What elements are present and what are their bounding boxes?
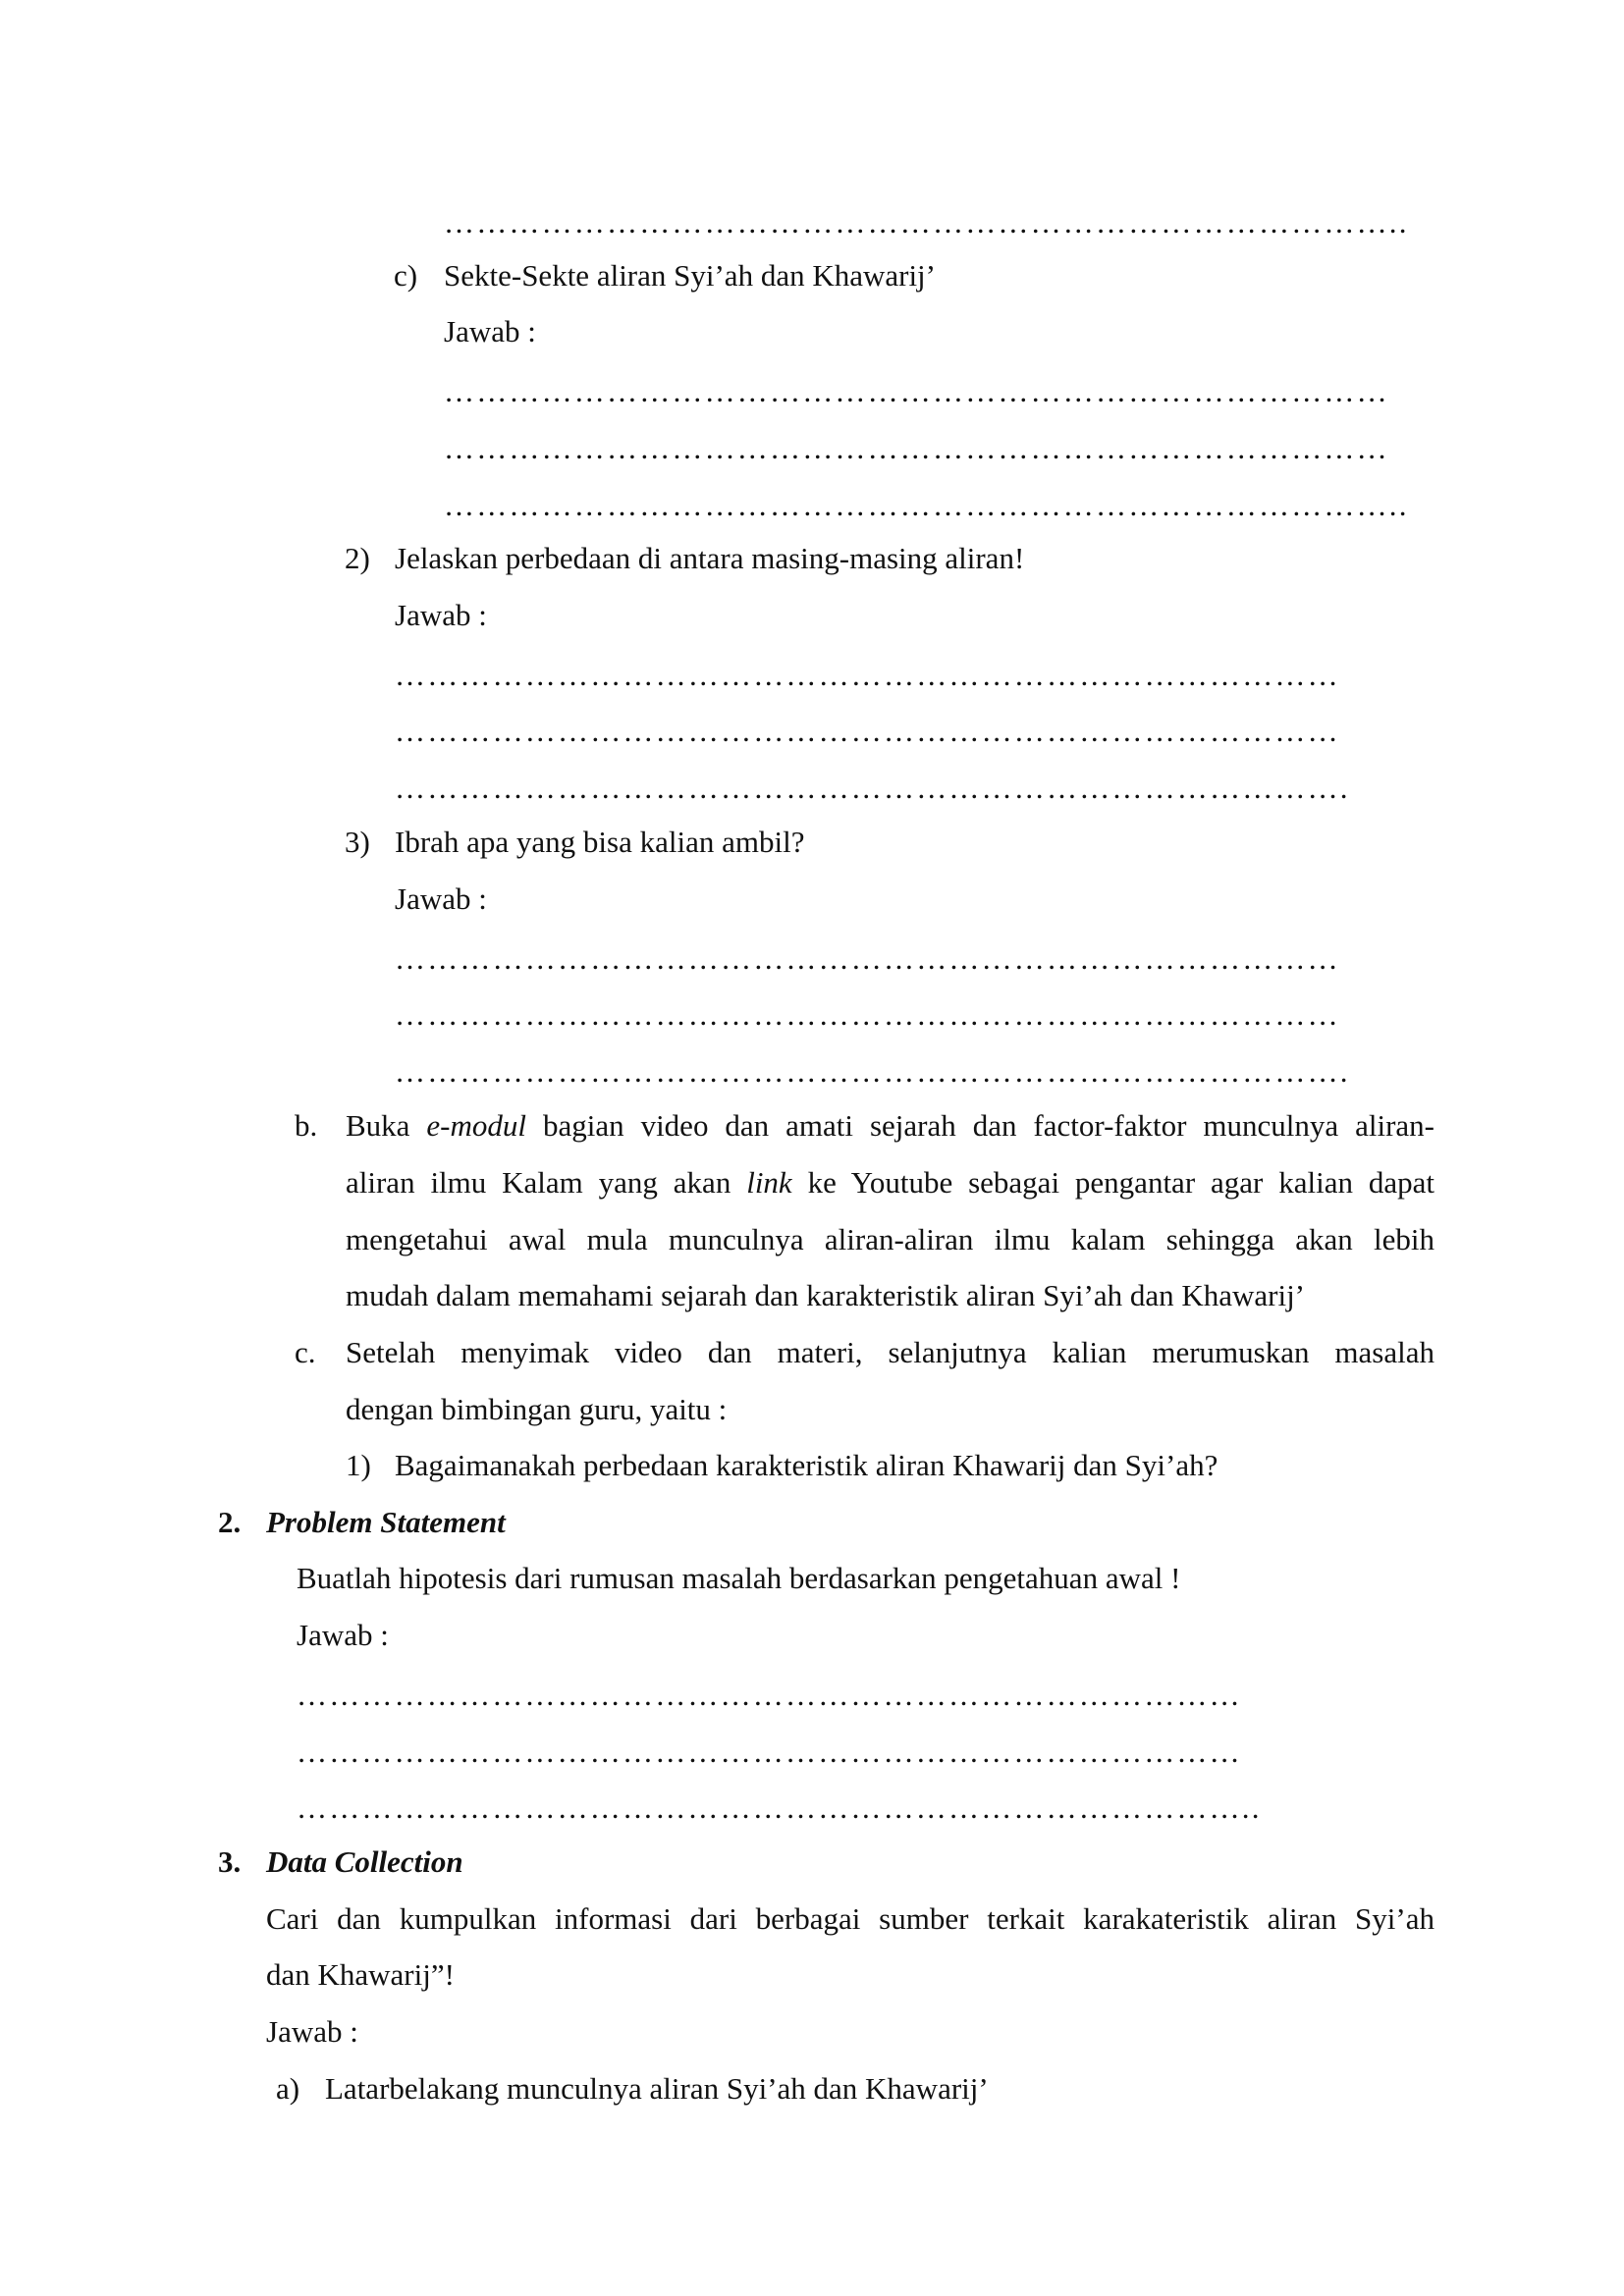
paragraph-line: aliran ilmu Kalam yang akan link ke Youtube sebagai pengantar agar kalian dapat	[346, 1165, 1435, 1200]
question-text: Ibrah apa yang bisa kalian ambil?	[395, 825, 805, 859]
answer-label: Jawab :	[444, 314, 536, 348]
answer-dots-line: ……………………………………………………………………………..	[297, 1790, 1262, 1825]
answer-dots-line: ……………………………………………………………………………..	[444, 488, 1409, 522]
answer-dots-line: ……………………………………………………………………………	[444, 374, 1389, 408]
paragraph-line: mudah dalam memahami sejarah dan karakteristik aliran Syi’ah dan Khawarij’	[346, 1278, 1305, 1312]
answer-label: Jawab :	[395, 598, 487, 632]
question-text: Jelaskan perbedaan di antara masing-masing aliran!	[395, 541, 1025, 575]
question-text: Sekte-Sekte aliran Syi’ah dan Khawarij’	[444, 258, 936, 293]
paragraph-line: Buka e-modul bagian video dan amati sejarah dan factor-faktor munculnya aliran-	[346, 1108, 1435, 1143]
paragraph-line: Setelah menyimak video dan materi, selanjutnya kalian merumuskan masalah	[346, 1335, 1435, 1369]
answer-label: Jawab :	[266, 2014, 358, 2049]
answer-label: Jawab :	[395, 881, 487, 916]
answer-dots-line: ……………………………………………………………………………	[395, 714, 1340, 748]
paragraph-line: mengetahui awal mula munculnya aliran-aliran ilmu kalam sehingga akan lebih	[346, 1222, 1435, 1256]
answer-dots-line: ……………………………………………………………………………	[297, 1735, 1242, 1769]
answer-dots-line: ……………………………………………………………………………	[395, 658, 1340, 692]
answer-dots-line: …………………………………………………………………………….	[395, 771, 1350, 805]
instruction-text: dan Khawarij”!	[266, 1957, 455, 1992]
emphasis-text: e-modul	[426, 1108, 526, 1143]
list-marker: 2)	[345, 541, 370, 575]
list-marker: b.	[295, 1108, 318, 1143]
list-marker: c.	[295, 1335, 316, 1369]
list-marker: c)	[394, 258, 418, 293]
question-text: Latarbelakang munculnya aliran Syi’ah dan Khawarij’	[325, 2071, 989, 2106]
answer-dots-line: ……………………………………………………………………………	[395, 997, 1340, 1032]
list-marker: 3)	[345, 825, 370, 859]
section-number: 2.	[218, 1505, 242, 1539]
answer-dots-line: ……………………………………………………………………………..	[444, 205, 1409, 240]
answer-dots-line: ……………………………………………………………………………	[395, 941, 1340, 976]
instruction-text: Cari dan kumpulkan informasi dari berbagai sumber terkait karakateristik aliran Syi’ah	[266, 1901, 1435, 1936]
list-marker: a)	[276, 2071, 300, 2106]
section-heading: Problem Statement	[266, 1505, 506, 1539]
answer-dots-line: ……………………………………………………………………………	[297, 1678, 1242, 1712]
section-heading: Data Collection	[266, 1844, 463, 1879]
emphasis-text: link	[746, 1165, 792, 1200]
section-number: 3.	[218, 1844, 242, 1879]
paragraph-line: dengan bimbingan guru, yaitu :	[346, 1392, 728, 1426]
answer-label: Jawab :	[297, 1618, 389, 1652]
answer-dots-line: …………………………………………………………………………….	[395, 1054, 1350, 1089]
question-text: Bagaimanakah perbedaan karakteristik aliran Khawarij dan Syi’ah?	[395, 1448, 1218, 1482]
answer-dots-line: ……………………………………………………………………………	[444, 431, 1389, 465]
instruction-text: Buatlah hipotesis dari rumusan masalah berdasarkan pengetahuan awal !	[297, 1561, 1181, 1595]
list-marker: 1)	[346, 1448, 371, 1482]
